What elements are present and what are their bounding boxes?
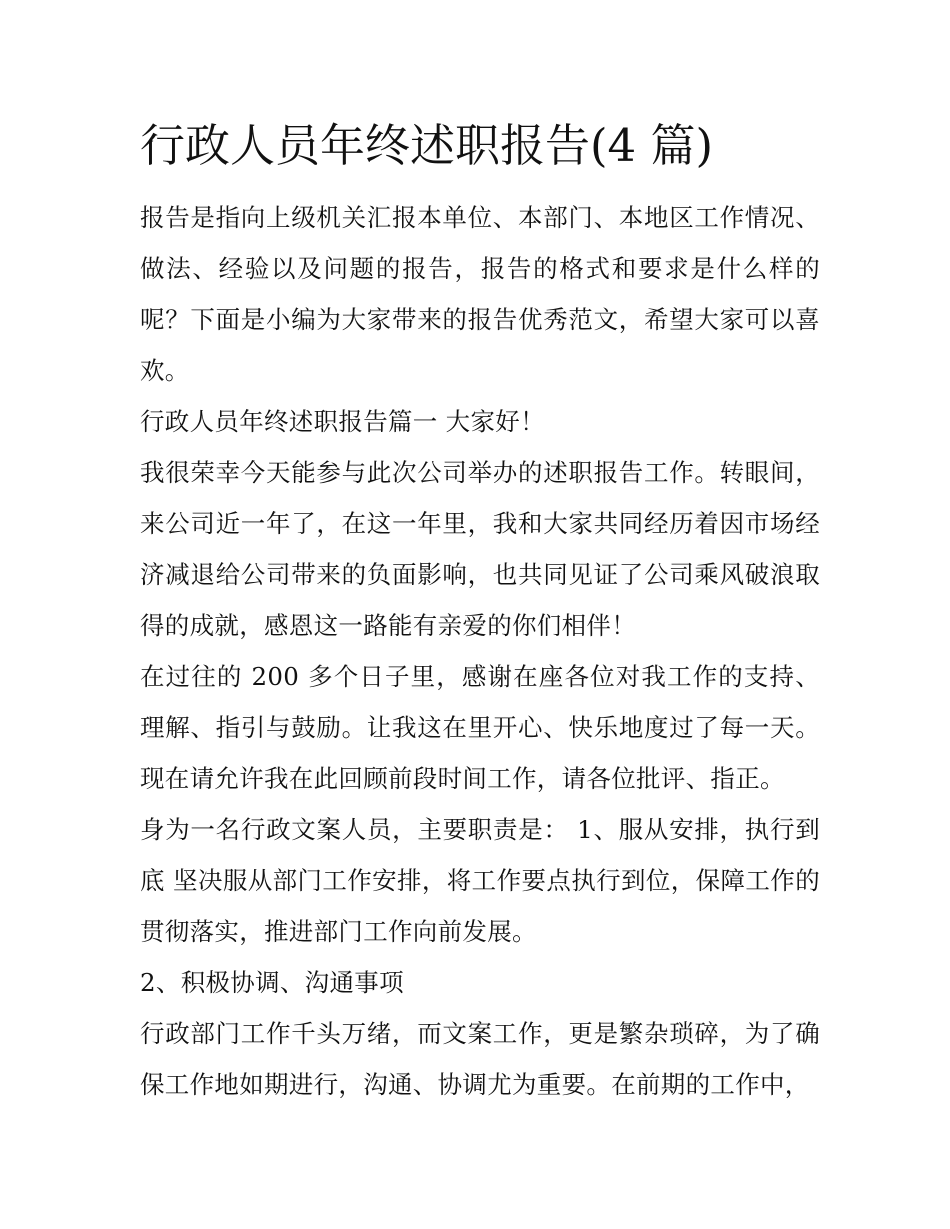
- paragraph-body: 身为一名行政文案人员，主要职责是： 1、服从安排，执行到底 坚决服从部门工作安排，将工作要点执行到位，保障工作的贯彻落实，推进部门工作向前发展。: [140, 815, 820, 946]
- document-title: 行政人员年终述职报告(4 篇): [140, 119, 714, 172]
- paragraph-intro: 报告是指向上级机关汇报本单位、本部门、本地区工作情况、做法、经验以及问题的报告，报告的格式和要求是什么样的呢？下面是小编为大家带来的报告优秀范文，希望大家可以喜欢。: [140, 203, 820, 385]
- paragraph-subheading: 2、积极协调、沟通事项: [140, 968, 404, 997]
- paragraph-body: 我很荣幸今天能参与此次公司举办的述职报告工作。转眼间，来公司近一年了，在这一年里，我和大家共同经历着因市场经济减退给公司带来的负面影响，也共同见证了公司乘风破浪取得的成就，感恩这一路能有亲爱的你们相伴！: [140, 458, 820, 640]
- paragraph-body: 行政部门工作千头万绪，而文案工作，更是繁杂琐碎，为了确保工作地如期进行，沟通、协调尤为重要。在前期的工作中，: [140, 1019, 820, 1099]
- paragraph-body: 在过往的 200 多个日子里，感谢在座各位对我工作的支持、理解、指引与鼓励。让我这在里开心、快乐地度过了每一天。现在请允许我在此回顾前段时间工作，请各位批评、指正。: [140, 662, 820, 793]
- document-page: [140, 112, 820, 1110]
- paragraph-section-heading: 行政人员年终述职报告篇一 大家好！: [140, 407, 545, 436]
